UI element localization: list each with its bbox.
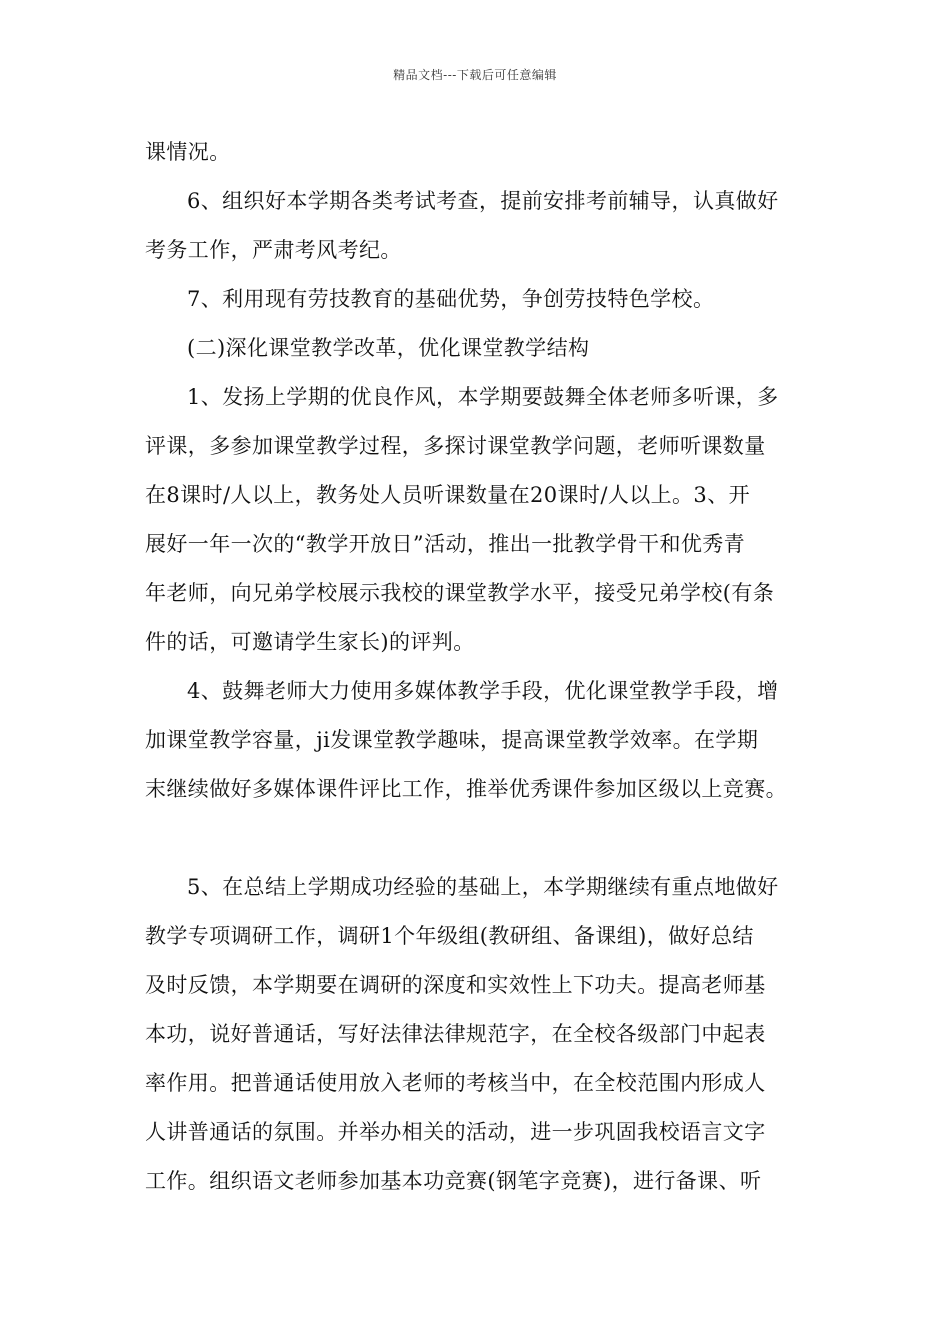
text-line: 6、组织好本学期各类考试考查，提前安排考前辅导，认真做好	[187, 189, 779, 213]
text-line: 加课堂教学容量，ji发课堂教学趣味，提高课堂教学效率。在学期	[145, 728, 759, 752]
text-line: 考务工作，严肃考风考纪。	[145, 238, 402, 262]
paragraph-gap	[145, 814, 805, 863]
text-line: 率作用。把普通话使用放入老师的考核当中，在全校范围内形成人	[145, 1071, 766, 1095]
text-line: 5、在总结上学期成功经验的基础上，本学期继续有重点地做好	[187, 875, 779, 899]
text-line: 年老师，向兄弟学校展示我校的课堂教学水平，接受兄弟学校(有条	[145, 581, 775, 605]
text-line: 展好一年一次的“教学开放日”活动，推出一批教学骨干和优秀青	[145, 532, 746, 556]
document-body	[145, 128, 805, 1206]
text-line: 7、利用现有劳技教育的基础优势，争创劳技特色学校。	[187, 287, 715, 311]
text-line: 在8课时/人以上，教务处人员听课数量在20课时/人以上。3、开	[145, 483, 750, 507]
text-line: 人讲普通话的氛围。并举办相关的活动，进一步巩固我校语言文字	[145, 1120, 766, 1144]
section-heading: (二)深化课堂教学改革，优化课堂教学结构	[187, 336, 590, 360]
text-line: 工作。组织语文老师参加基本功竞赛(钢笔字竞赛)，进行备课、听	[145, 1169, 762, 1193]
text-line: 课情况。	[145, 140, 231, 164]
text-line: 评课，多参加课堂教学过程，多探讨课堂教学问题，老师听课数量	[145, 434, 766, 458]
text-line: 及时反馈，本学期要在调研的深度和实效性上下功夫。提高老师基	[145, 973, 766, 997]
text-line: 件的话，可邀请学生家长)的评判。	[145, 630, 475, 654]
text-line: 本功，说好普通话，写好法律法律规范字，在全校各级部门中起表	[145, 1022, 766, 1046]
text-line: 教学专项调研工作，调研1个年级组(教研组、备课组)，做好总结	[145, 924, 754, 948]
text-line: 4、鼓舞老师大力使用多媒体教学手段，优化课堂教学手段，增	[187, 679, 779, 703]
text-line: 末继续做好多媒体课件评比工作，推举优秀课件参加区级以上竞赛。	[145, 777, 787, 801]
text-line: 1、发扬上学期的优良作风，本学期要鼓舞全体老师多听课，多	[187, 385, 779, 409]
page-header: 精品文档---下载后可任意编辑	[393, 68, 557, 82]
